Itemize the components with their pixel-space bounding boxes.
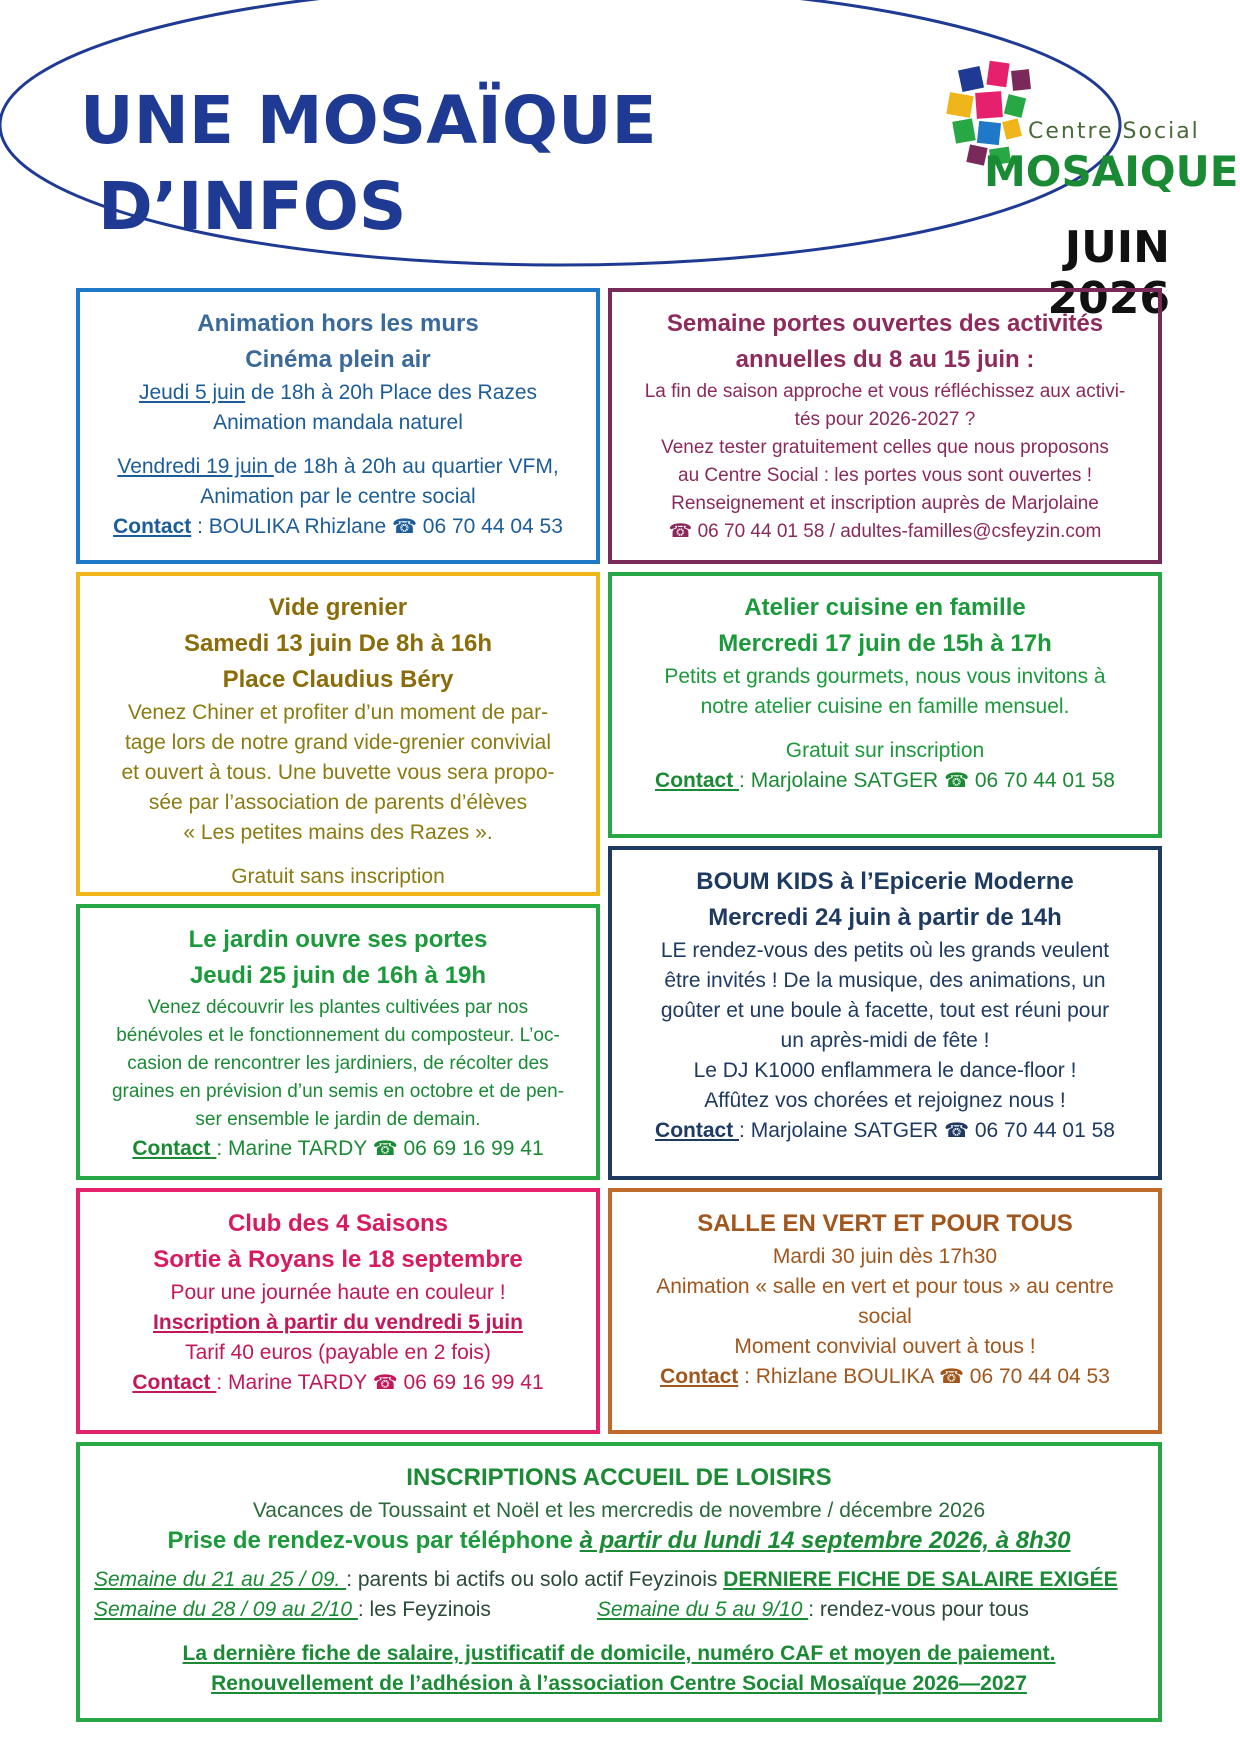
issue-month: JUIN 2026 xyxy=(1047,222,1170,324)
jardin-line-2: bénévoles et le fonctionnement du composteur. L’oc- xyxy=(116,1025,560,1046)
vide-line-4: sée par l’association de parents d’élèves xyxy=(148,791,528,814)
club-title-1: Club des 4 Saisons xyxy=(227,1210,449,1237)
club-contact-name: : Marine TARDY xyxy=(216,1371,373,1394)
vide-line-1: Venez Chiner et profiter d’un moment de par- xyxy=(127,701,549,724)
phone-icon: ☎ xyxy=(939,1366,964,1388)
jardin-line-5: ser ensemble le jardin de demain. xyxy=(195,1109,481,1130)
portes-contact: 06 70 44 01 58 / adultes-familles@csfeyzin.com xyxy=(692,521,1102,542)
phone-icon: ☎ xyxy=(372,1372,398,1394)
box-jardin xyxy=(76,904,600,1180)
vide-line-2: tage lors de notre grand vide-grenier convivial xyxy=(124,731,552,754)
loisirs-rdv-date: à partir du lundi 14 septembre 2026, à 8h30 xyxy=(579,1527,1071,1554)
loisirs-week-2: Semaine du 28 / 09 au 2/10 xyxy=(94,1598,358,1621)
cinema-line-4: Animation par le centre social xyxy=(200,485,476,508)
logo-text-bottom: MOSAIQUE xyxy=(984,147,1239,196)
cuisine-title-2: Mercredi 17 juin de 15h à 17h xyxy=(718,630,1052,657)
club-title-2: Sortie à Royans le 18 septembre xyxy=(153,1246,523,1273)
boum-line-6: Affûtez vos chorées et rejoignez nous ! xyxy=(704,1089,1066,1112)
box-vide-grenier xyxy=(76,572,600,896)
portes-title-2: annuelles du 8 au 15 juin : xyxy=(735,346,1035,373)
club-line-3: Tarif 40 euros (payable en 2 fois) xyxy=(185,1341,491,1364)
boum-line-5: Le DJ K1000 enflammera le dance-floor ! xyxy=(693,1059,1077,1082)
vide-title-1: Vide grenier xyxy=(268,594,408,621)
jardin-line-1: Venez découvrir les plantes cultivées par nos xyxy=(147,997,529,1018)
portes-line-4: au Centre Social : les portes vous sont ouvertes ! xyxy=(678,465,1092,486)
cuisine-line-1: Petits et grands gourmets, nous vous invitons à xyxy=(664,665,1106,688)
portes-line-6 xyxy=(626,518,1144,546)
box-boum-kids xyxy=(608,846,1162,1180)
box-atelier-cuisine xyxy=(608,572,1162,838)
box-club-4-saisons xyxy=(76,1188,600,1434)
cuisine-line-2: notre atelier cuisine en famille mensuel. xyxy=(700,695,1070,718)
club-contact-label: Contact xyxy=(132,1371,217,1394)
loisirs-rdv-label: Prise de rendez-vous par téléphone xyxy=(167,1527,580,1554)
jardin-contact-label: Contact xyxy=(132,1137,217,1160)
loisirs-footer-2: Renouvellement de l’adhésion à l’association Centre Social Mosaïque 2026—2027 xyxy=(211,1672,1027,1695)
box-salle-en-vert xyxy=(608,1188,1162,1434)
phone-icon: ☎ xyxy=(392,516,417,538)
boum-title-2: Mercredi 24 juin à partir de 14h xyxy=(708,904,1062,931)
vide-title-2: Samedi 13 juin De 8h à 16h xyxy=(183,630,493,657)
loisirs-line-1: Vacances de Toussaint et Noël et les mercredis de novembre / décembre 2026 xyxy=(252,1499,986,1522)
loisirs-row-2 xyxy=(94,1595,1144,1625)
cuisine-contact-name: : Marjolaine SATGER xyxy=(739,769,945,792)
cinema-contact-label: Contact xyxy=(113,515,192,538)
boum-line-1: LE rendez-vous des petits où les grands veulent xyxy=(660,939,1110,962)
portes-title-1: Semaine portes ouvertes des activités xyxy=(666,310,1104,337)
cinema-date-1: Jeudi 5 juin xyxy=(138,381,246,404)
loisirs-week-3-desc: : rendez-vous pour tous xyxy=(808,1598,1029,1621)
phone-icon: ☎ xyxy=(944,1120,969,1142)
salle-line-3: social xyxy=(858,1305,912,1328)
cinema-contact-name: : BOULIKA Rhizlane xyxy=(191,515,393,538)
club-line-2: Inscription à partir du vendredi 5 juin xyxy=(153,1311,523,1334)
cuisine-contact xyxy=(626,766,1144,796)
vide-line-5: « Les petites mains des Razes ». xyxy=(183,821,493,844)
salle-contact-name: : Rhizlane BOULIKA xyxy=(738,1365,940,1388)
loisirs-title: INSCRIPTIONS ACCUEIL DE LOISIRS xyxy=(406,1464,832,1491)
box-portes-ouvertes xyxy=(608,288,1162,564)
boum-contact xyxy=(626,1116,1144,1146)
jardin-line-4: graines en prévision d’un semis en octobre et de pen- xyxy=(111,1081,565,1102)
vide-line-3: et ouvert à tous. Une buvette vous sera propo- xyxy=(121,761,555,784)
loisirs-line-2 xyxy=(94,1526,1144,1557)
loisirs-footer-1: La dernière fiche de salaire, justificatif de domicile, numéro CAF et moyen de paiement. xyxy=(182,1642,1056,1665)
mosaique-logo xyxy=(940,60,1239,220)
jardin-title-2: Jeudi 25 juin de 16h à 19h xyxy=(189,962,487,989)
jardin-title-1: Le jardin ouvre ses portes xyxy=(188,926,488,953)
box-inscriptions-loisirs xyxy=(76,1442,1162,1722)
cinema-contact xyxy=(94,512,582,542)
salle-contact-label: Contact xyxy=(660,1365,739,1388)
boum-contact-name: : Marjolaine SATGER xyxy=(739,1119,945,1142)
salle-phone: 06 70 44 04 53 xyxy=(963,1365,1110,1388)
loisirs-week-1-desc: : parents bi actifs ou solo actif Feyzinois xyxy=(346,1568,724,1591)
logo-text-top: Centre Social xyxy=(1028,119,1200,144)
page-title xyxy=(80,78,657,250)
loisirs-week-3: Semaine du 5 au 9/10 xyxy=(596,1598,809,1621)
salle-line-1: Mardi 30 juin dès 17h30 xyxy=(772,1245,998,1268)
cinema-line-3 xyxy=(94,452,582,482)
title-line-2: D’INFOS xyxy=(98,168,407,245)
vide-title-3: Place Claudius Béry xyxy=(222,666,454,693)
cinema-title-2: Cinéma plein air xyxy=(245,346,431,373)
salle-line-4: Moment convivial ouvert à tous ! xyxy=(734,1335,1036,1358)
club-phone: 06 69 16 99 41 xyxy=(397,1371,544,1394)
boum-phone: 06 70 44 01 58 xyxy=(968,1119,1115,1142)
cinema-line-1 xyxy=(94,378,582,408)
phone-icon: ☎ xyxy=(372,1138,398,1160)
cinema-line-1-rest: de 18h à 20h Place des Razes xyxy=(245,381,538,404)
cinema-phone: 06 70 44 04 53 xyxy=(416,515,563,538)
cinema-line-3-rest: de 18h à 20h au quartier VFM, xyxy=(273,455,559,478)
club-line-1: Pour une journée haute en couleur ! xyxy=(170,1281,506,1304)
loisirs-week-1-note: DERNIERE FICHE DE SALAIRE EXIGÉE xyxy=(723,1568,1118,1591)
jardin-line-3: casion de rencontrer les jardiniers, de récolter des xyxy=(127,1053,549,1074)
loisirs-week-1: Semaine du 21 au 25 / 09. xyxy=(94,1568,347,1591)
loisirs-week-2-desc: : les Feyzinois xyxy=(357,1598,491,1621)
portes-line-1: La fin de saison approche et vous réfléchissez aux activi- xyxy=(644,381,1126,402)
vide-line-6: Gratuit sans inscription xyxy=(231,865,445,888)
cinema-line-2: Animation mandala naturel xyxy=(213,411,463,434)
club-contact xyxy=(94,1368,582,1398)
jardin-contact-name: : Marine TARDY xyxy=(216,1137,373,1160)
jardin-contact xyxy=(94,1134,582,1164)
boum-line-2: être invités ! De la musique, des animations, un xyxy=(664,969,1106,992)
cinema-title-1: Animation hors les murs xyxy=(197,310,479,337)
phone-icon: ☎ xyxy=(944,770,969,792)
portes-line-5: Renseignement et inscription auprès de Marjolaine xyxy=(671,493,1099,514)
boum-line-4: un après-midi de fête ! xyxy=(780,1029,990,1052)
phone-icon: ☎ xyxy=(668,521,693,542)
cuisine-contact-label: Contact xyxy=(655,769,740,792)
box-cinema xyxy=(76,288,600,564)
cuisine-phone: 06 70 44 01 58 xyxy=(968,769,1115,792)
salle-line-2: Animation « salle en vert et pour tous » au centre xyxy=(656,1275,1114,1298)
cuisine-line-3: Gratuit sur inscription xyxy=(785,739,985,762)
boum-line-3: goûter et une boule à facette, tout est réuni pour xyxy=(660,999,1110,1022)
salle-contact xyxy=(626,1362,1144,1392)
portes-line-3: Venez tester gratuitement celles que nous proposons xyxy=(661,437,1109,458)
jardin-phone: 06 69 16 99 41 xyxy=(397,1137,544,1160)
cuisine-title-1: Atelier cuisine en famille xyxy=(744,594,1026,621)
salle-title: SALLE EN VERT ET POUR TOUS xyxy=(697,1210,1073,1237)
boum-title-1: BOUM KIDS à l’Epicerie Moderne xyxy=(696,868,1074,895)
boum-contact-label: Contact xyxy=(655,1119,740,1142)
loisirs-row-1 xyxy=(94,1565,1144,1595)
portes-line-2: tés pour 2026-2027 ? xyxy=(794,409,976,430)
cinema-date-2: Vendredi 19 juin xyxy=(117,455,274,478)
title-line-1: UNE MOSAÏQUE xyxy=(80,82,657,159)
